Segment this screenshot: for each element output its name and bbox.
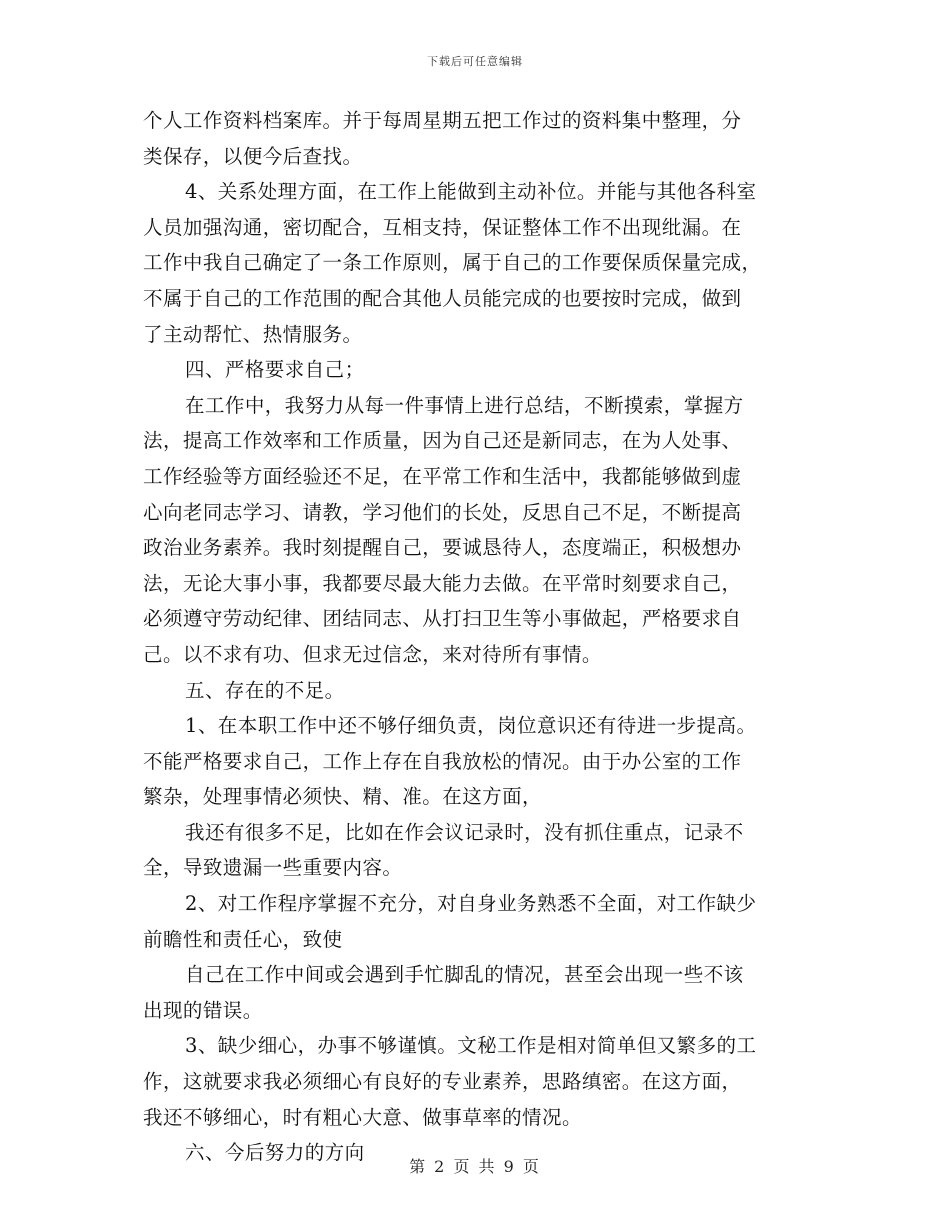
text-line: 作，这就要求我必须细心有良好的专业素养，思路缜密。在这方面，	[143, 1070, 742, 1094]
document-body	[143, 103, 808, 1171]
text-line: 在工作中，我努力从每一件事情上进行总结，不断摸索，掌握方	[185, 393, 744, 417]
text-line: 必须遵守劳动纪律、团结同志、从打扫卫生等小事做起，严格要求自	[143, 607, 742, 631]
text-line: 4、关系处理方面，在工作上能做到主动补位。并能与其他各科室	[185, 180, 757, 204]
text-line: 全，导致遗漏一些重要内容。	[143, 856, 403, 880]
text-line: 六、今后努力的方向	[185, 1141, 365, 1165]
text-line: 人员加强沟通，密切配合，互相支持，保证整体工作不出现纰漏。在	[143, 215, 742, 239]
text-line: 己。以不求有功、但求无过信念，来对待所有事情。	[143, 642, 602, 666]
text-line: 我还有很多不足，比如在作会议记录时，没有抓住重点，记录不	[185, 820, 744, 844]
page-header: 下载后可任意编辑	[427, 55, 523, 68]
text-line: 工作中我自己确定了一条工作原则，属于自己的工作要保质保量完成，	[143, 251, 762, 275]
text-line: 心向老同志学习、请教，学习他们的长处，反思自己不足，不断提高	[143, 500, 742, 524]
text-line: 1、在本职工作中还不够仔细负责，岗位意识还有待进一步提高。	[185, 714, 757, 738]
text-line: 政治业务素养。我时刻提醒自己，要诚恳待人，态度端正，积极想办	[143, 536, 742, 560]
text-line: 我还不够细心，时有粗心大意、做事草率的情况。	[143, 1105, 582, 1129]
text-line: 类保存，以便今后查找。	[143, 144, 363, 168]
text-line: 四、严格要求自己；	[185, 358, 365, 382]
text-line: 繁杂，处理事情必须快、精、准。在这方面，	[143, 785, 543, 809]
text-line: 出现的错误。	[143, 998, 263, 1022]
text-line: 法，无论大事小事，我都要尽最大能力去做。在平常时刻要求自己，	[143, 571, 742, 595]
text-line: 前瞻性和责任心，致使	[143, 927, 343, 951]
text-line: 工作经验等方面经验还不足，在平常工作和生活中，我都能够做到虚	[143, 464, 742, 488]
text-line: 了主动帮忙、热情服务。	[143, 322, 363, 346]
text-line: 不属于自己的工作范围的配合其他人员能完成的也要按时完成，做到	[143, 286, 742, 310]
text-line: 不能严格要求自己，工作上存在自我放松的情况。由于办公室的工作	[143, 749, 742, 773]
text-line: 五、存在的不足。	[185, 678, 345, 702]
text-line: 个人工作资料档案库。并于每周星期五把工作过的资料集中整理，分	[143, 109, 742, 132]
text-line: 3、缺少细心，办事不够谨慎。文秘工作是相对简单但又繁多的工	[185, 1034, 757, 1058]
text-line: 2、对工作程序掌握不充分，对自身业务熟悉不全面，对工作缺少	[185, 892, 757, 916]
text-line: 法，提高工作效率和工作质量，因为自己还是新同志，在为人处事、	[143, 429, 742, 453]
text-line: 自己在工作中间或会遇到手忙脚乱的情况，甚至会出现一些不该	[185, 963, 744, 987]
page-number-footer: 第 2 页 共 9 页	[409, 1157, 541, 1176]
